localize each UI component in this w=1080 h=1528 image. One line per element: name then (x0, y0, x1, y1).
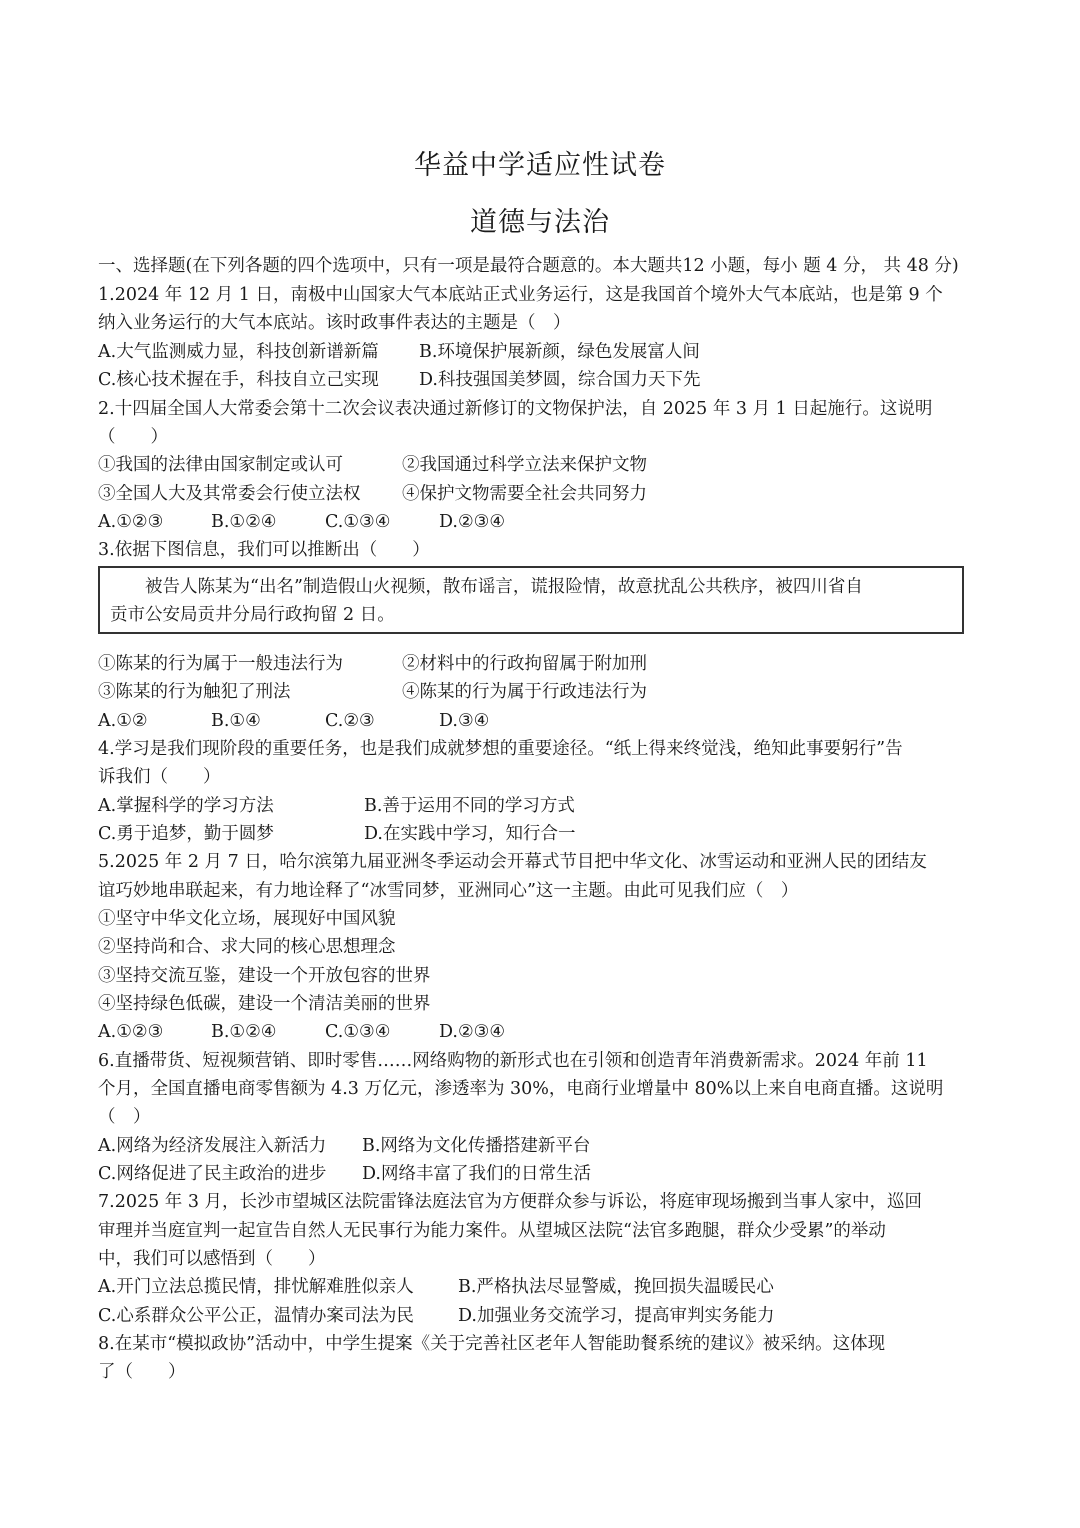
statement-1: ①坚守中华文化立场，展现好中国风貌 (98, 909, 396, 929)
option-a[interactable]: A.①②③ (98, 1022, 164, 1042)
question-text: 了（ ） (98, 1362, 186, 1382)
question-text: 7.2025 年 3 月，长沙市望城区法院雷锋法庭法官为方便群众参与诉讼，将庭审现场搬到当事人家中，巡回 (98, 1192, 923, 1212)
option-c[interactable]: C.①③④ (325, 1022, 391, 1042)
option-d[interactable]: D.科技强国美梦圆，综合国力天下先 (419, 370, 701, 390)
option-a[interactable]: A.网络为经济发展注入新活力 (98, 1136, 327, 1156)
statement-3: ③全国人大及其常委会行使立法权 (98, 484, 361, 504)
question-text: （ ） (98, 1107, 151, 1127)
statement-2: ②坚持尚和合、求大同的核心思想理念 (98, 937, 396, 957)
statement-2: ②我国通过科学立法来保护文物 (402, 455, 647, 475)
option-a[interactable]: A.①② (98, 711, 148, 731)
material-text: 贡市公安局贡井分局行政拘留 2 日。 (110, 605, 395, 625)
question-text: 个月，全国直播电商零售额为 4.3 万亿元，渗透率为 30%，电商行业增量中 80%以上来自电商直播。这说明 (98, 1079, 944, 1099)
statement-1: ①我国的法律由国家制定或认可 (98, 455, 343, 475)
option-b[interactable]: B.①②④ (211, 1022, 277, 1042)
question-text: 2.十四届全国人大常委会第十二次会议表决通过新修订的文物保护法，自 2025 年 3 月 1 日起施行。这说明 (98, 399, 933, 419)
option-b[interactable]: B.网络为文化传播搭建新平台 (362, 1136, 591, 1156)
statement-1: ①陈某的行为属于一般违法行为 (98, 654, 343, 674)
option-b[interactable]: B.①②④ (211, 512, 277, 532)
option-a[interactable]: A.大气监测威力显，科技创新谱新篇 (98, 342, 379, 362)
option-d[interactable]: D.②③④ (439, 512, 506, 532)
question-text: 谊巧妙地串联起来，有力地诠释了“冰雪同梦，亚洲同心”这一主题。由此可见我们应（ ） (98, 881, 799, 901)
question-text: 审理并当庭宣判一起宣告自然人无民事行为能力案件。从望城区法院“法官多跑腿，群众少受累”的举动 (98, 1221, 886, 1241)
option-c[interactable]: C.②③ (325, 711, 375, 731)
option-d[interactable]: D.网络丰富了我们的日常生活 (362, 1164, 591, 1184)
option-b[interactable]: B.善于运用不同的学习方式 (364, 796, 575, 816)
option-c[interactable]: C.①③④ (325, 512, 391, 532)
question-text: 纳入业务运行的大气本底站。该时政事件表达的主题是（ ） (98, 313, 571, 333)
subject-title: 道德与法治 (470, 207, 610, 238)
section-instruction: 一、选择题(在下列各题的四个选项中，只有一项是最符合题意的。本大题共12 小题，每小 题 4 分， 共 48 分) (98, 256, 959, 276)
statement-4: ④坚持绿色低碳，建设一个清洁美丽的世界 (98, 994, 431, 1014)
option-d[interactable]: D.加强业务交流学习，提高审判实务能力 (458, 1306, 775, 1326)
question-text: （ ） (98, 427, 168, 447)
school-title: 华益中学适应性试卷 (414, 150, 666, 181)
material-box (98, 566, 964, 634)
option-d[interactable]: D.③④ (439, 711, 490, 731)
option-d[interactable]: D.在实践中学习，知行合一 (364, 824, 576, 844)
option-c[interactable]: C.核心技术握在手，科技自立己实现 (98, 370, 379, 390)
option-a[interactable]: A.开门立法总揽民情，排忧解难胜似亲人 (98, 1277, 414, 1297)
material-text: 被告人陈某为“出名”制造假山火视频，散布谣言，谎报险情，故意扰乱公共秩序，被四川省自 (145, 577, 863, 597)
question-text: 6.直播带货、短视频营销、即时零售……网络购物的新形式也在引领和创造青年消费新需求。2024 年前 11 (98, 1051, 928, 1071)
question-text: 5.2025 年 2 月 7 日，哈尔滨第九届亚洲冬季运动会开幕式节目把中华文化、冰雪运动和亚洲人民的团结友 (98, 852, 927, 872)
option-d[interactable]: D.②③④ (439, 1022, 506, 1042)
option-c[interactable]: C.勇于追梦，勤于圆梦 (98, 824, 274, 844)
statement-3: ③坚持交流互鉴，建设一个开放包容的世界 (98, 966, 431, 986)
option-b[interactable]: B.①④ (211, 711, 261, 731)
statement-4: ④陈某的行为属于行政违法行为 (402, 682, 647, 702)
option-b[interactable]: B.环境保护展新颜，绿色发展富人间 (419, 342, 700, 362)
statement-2: ②材料中的行政拘留属于附加刑 (402, 654, 647, 674)
question-text: 4.学习是我们现阶段的重要任务，也是我们成就梦想的重要途径。“纸上得来终觉浅，绝知此事要躬行”告 (98, 739, 903, 759)
option-a[interactable]: A.①②③ (98, 512, 164, 532)
question-text: 诉我们（ ） (98, 767, 221, 787)
question-text: 8.在某市“模拟政协”活动中，中学生提案《关于完善社区老年人智能助餐系统的建议》被采纳。这体现 (98, 1334, 886, 1354)
question-text: 1.2024 年 12 月 1 日，南极中山国家大气本底站正式业务运行，这是我国首个境外大气本底站，也是第 9 个 (98, 285, 943, 305)
question-text: 3.依据下图信息，我们可以推断出（ ） (98, 540, 430, 560)
question-text: 中，我们可以感悟到（ ） (98, 1249, 326, 1269)
option-c[interactable]: C.网络促进了民主政治的进步 (98, 1164, 327, 1184)
option-c[interactable]: C.心系群众公平公正，温情办案司法为民 (98, 1306, 414, 1326)
statement-4: ④保护文物需要全社会共同努力 (402, 484, 647, 504)
option-a[interactable]: A.掌握科学的学习方法 (98, 796, 274, 816)
statement-3: ③陈某的行为触犯了刑法 (98, 682, 291, 702)
option-b[interactable]: B.严格执法尽显警威，挽回损失温暖民心 (458, 1277, 774, 1297)
